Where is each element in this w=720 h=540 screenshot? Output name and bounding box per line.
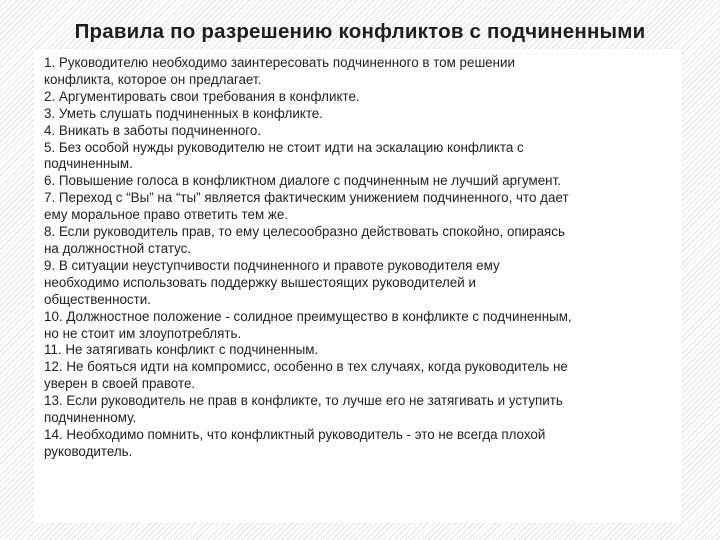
rule-item-14: 14. Необходимо помнить, что конфликтный руководитель - это не всегда плохой руководитель. (44, 426, 546, 459)
rule-item-12: 12. Не бояться идти на компромисс, особенно в тех случаях, когда руководитель не уверен в своей правоте. (44, 359, 568, 392)
slide-title: Правила по разрешению конфликтов с подчиненными (74, 20, 646, 43)
rule-item-5: 5. Без особой нужды руководителю не стоит идти на эскалацию конфликта с подчиненным. (44, 139, 524, 172)
rule-item-13: 13. Если руководитель не прав в конфликте, то лучше его не затягивать и уступить подчиненному. (44, 393, 563, 426)
rule-item-2: 2. Аргументировать свои требования в конфликте. (44, 88, 360, 104)
rule-item-11: 11. Не затягивать конфликт с подчиненным. (44, 342, 319, 358)
rule-item-3: 3. Уметь слушать подчиненных в конфликте. (44, 105, 323, 121)
rule-item-10: 10. Должностное положение - солидное преимущество в конфликте с подчиненным, но не стоит им злоупотреблять. (44, 308, 572, 341)
rules-list (34, 49, 682, 461)
rule-item-7: 7. Переход с “Вы” на “ты” является фактическим унижением подчиненного, что дает ему моральное право ответить тем же. (44, 190, 569, 223)
rule-item-9: 9. В ситуации неуступчивости подчиненного и правоте руководителя ему необходимо использовать поддержку вышестоящих руководителей и общественности. (44, 257, 500, 307)
rules-panel (34, 49, 682, 523)
rule-item-6: 6. Повышение голоса в конфликтном диалоге с подчиненным не лучший аргумент. (44, 173, 561, 189)
rule-item-4: 4. Вникать в заботы подчиненного. (44, 122, 262, 138)
rule-item-8: 8. Если руководитель прав, то ему целесообразно действовать спокойно, опираясь на должностной статус. (44, 224, 565, 256)
rule-item-1: 1. Руководителю необходимо заинтересовать подчиненного в том решении конфликта, которое он предлагает. (44, 55, 515, 87)
